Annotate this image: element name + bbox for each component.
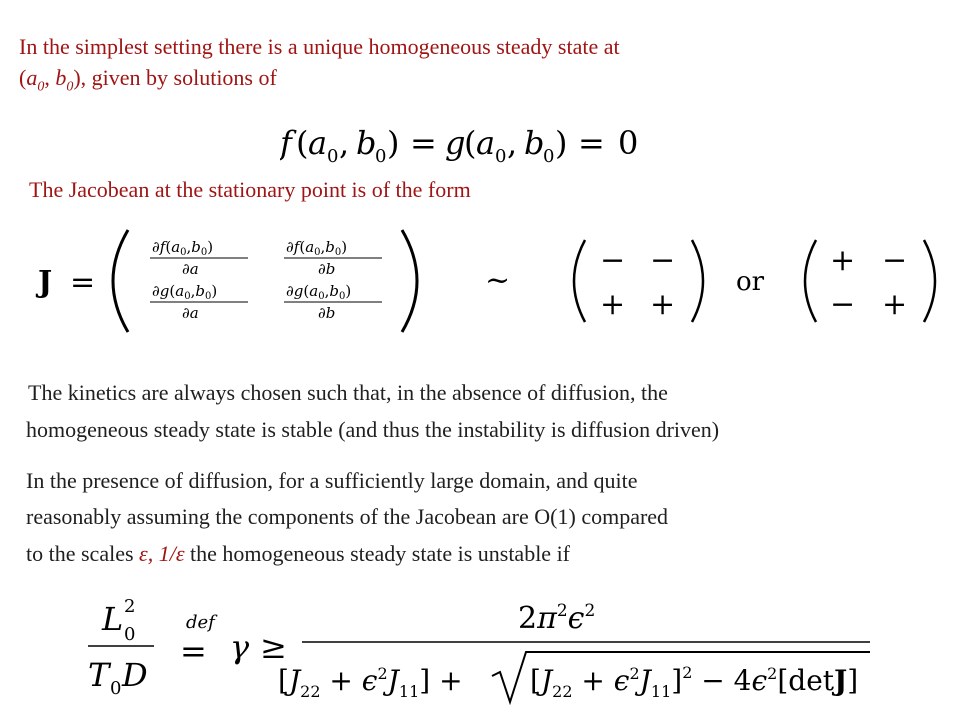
svg-text:0: 0 xyxy=(543,146,555,167)
svg-text:,: , xyxy=(507,124,518,162)
svg-text:∂a: ∂a xyxy=(182,260,199,278)
svg-text:−: − xyxy=(882,243,908,278)
svg-text:∂a: ∂a xyxy=(182,304,199,322)
svg-text:−: − xyxy=(600,243,626,278)
svg-text:def: def xyxy=(186,612,215,633)
svg-text:): ) xyxy=(555,124,568,162)
svg-text:0: 0 xyxy=(375,146,387,167)
svg-text:~: ~ xyxy=(485,263,511,298)
svg-text:[J22 + ϵ2J11] +: $[J_{22} + \epsilon^2J_{11}]$ + xyxy=(278,664,463,701)
svg-text:∂f(a0,b0): $\partial f(a_0,b_0)$ xyxy=(286,238,348,258)
svg-text:∂b: ∂b xyxy=(318,260,336,278)
svg-text:g: g xyxy=(445,124,466,162)
svg-text:b: b xyxy=(356,124,377,162)
svg-text:0: 0 xyxy=(110,678,122,699)
svg-text:∂g(a0,b0): $\partial g(a_0,b_0)$ xyxy=(286,282,352,302)
svg-text:0: 0 xyxy=(618,124,639,162)
steady-state-equation xyxy=(280,118,680,168)
svg-text:=: = xyxy=(70,265,96,300)
svg-text:+: + xyxy=(830,243,856,278)
svg-text:=: = xyxy=(410,124,437,162)
svg-text:J: J xyxy=(38,265,53,300)
svg-text:[J22 + ϵ2J11]2 − 4ϵ2[detJ]: $[J_{22} + \epsilon^2J_{11}]^2 - 4\epsilon^2[\det J]$ xyxy=(530,663,859,701)
svg-text:a: a xyxy=(308,124,328,162)
svg-text:0: 0 xyxy=(327,146,339,167)
jacobian-intro: The Jacobean at the stationary point is of the form xyxy=(29,177,471,202)
svg-text:L: L xyxy=(102,600,124,638)
svg-text:D: D xyxy=(122,656,148,694)
svg-text:=: = xyxy=(578,124,605,162)
svg-text:(: ( xyxy=(464,124,477,162)
svg-text:T: T xyxy=(88,656,110,694)
svg-text:+: + xyxy=(600,287,626,322)
svg-text:0: 0 xyxy=(124,624,136,645)
svg-text:): ) xyxy=(387,124,400,162)
jacobian-equation xyxy=(30,222,950,340)
diffusion-line-3: to the scales ε, 1/ε the homogeneous steady state is unstable if xyxy=(26,541,571,566)
svg-text:∂f(a0,b0): $\partial f(a_0,b_0)$ xyxy=(152,238,214,258)
intro-line-1: In the simplest setting there is a unique homogeneous steady state at xyxy=(19,34,620,59)
svg-text:≥: ≥ xyxy=(260,628,287,666)
svg-text:−: − xyxy=(830,287,856,322)
svg-text:+: + xyxy=(650,287,676,322)
svg-text:2: 2 xyxy=(124,596,136,617)
instability-inequality xyxy=(80,590,880,715)
kinetics-line-1: The kinetics are always chosen such that, in the absence of diffusion, the xyxy=(28,380,668,405)
svg-text:a: a xyxy=(476,124,496,162)
svg-text:,: , xyxy=(339,124,350,162)
svg-text:+: + xyxy=(882,287,908,322)
svg-text:f: f xyxy=(280,124,292,162)
svg-text:0: 0 xyxy=(495,146,507,167)
svg-text:=: = xyxy=(180,632,207,670)
svg-text:b: b xyxy=(524,124,545,162)
diffusion-line-1: In the presence of diffusion, for a sufficiently large domain, and quite xyxy=(26,468,638,493)
svg-text:∂b: ∂b xyxy=(318,304,336,322)
kinetics-line-2: homogeneous steady state is stable (and thus the instability is diffusion driven) xyxy=(26,417,720,442)
svg-text:γ: γ xyxy=(230,628,250,666)
svg-text:∂g(a0,b0): $\partial g(a_0,b_0)$ xyxy=(152,282,218,302)
diffusion-line-2: reasonably assuming the components of the Jacobean are O(1) compared xyxy=(26,504,669,529)
svg-text:(: ( xyxy=(296,124,309,162)
svg-text:2π2ϵ2: $2\pi^2\epsilon^2$ xyxy=(518,601,596,636)
svg-text:−: − xyxy=(650,243,676,278)
svg-text:or: or xyxy=(736,267,765,297)
intro-line-2: ($a_0$, $b_0$), given by solutions of xyxy=(19,65,277,95)
